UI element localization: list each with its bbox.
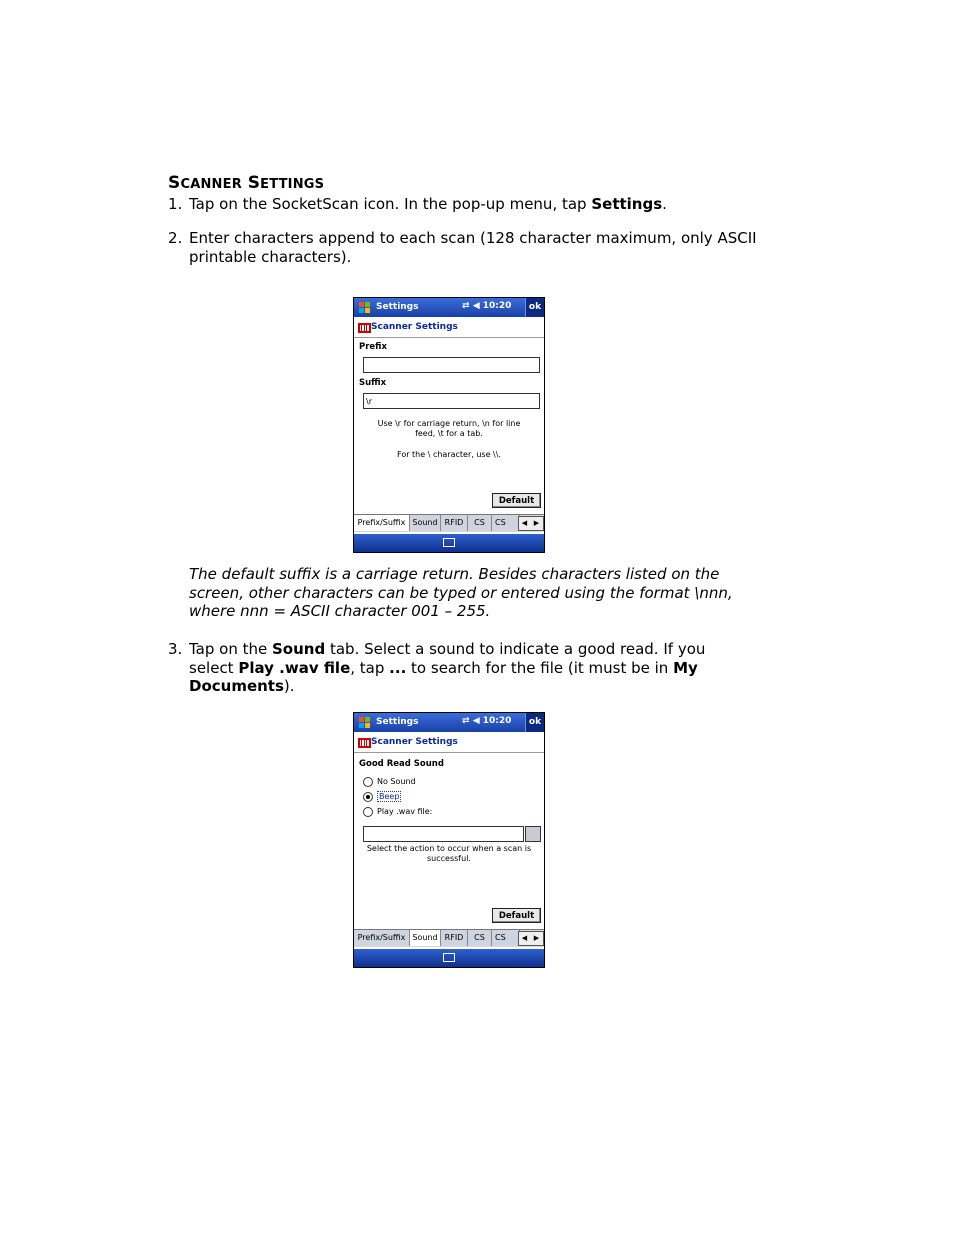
keyboard-icon[interactable] — [443, 953, 455, 962]
window-title: Settings — [376, 302, 419, 312]
right-arrow-icon[interactable]: ▶ — [533, 934, 540, 942]
tab-strip — [354, 929, 544, 947]
radio-beep[interactable]: Beep — [363, 791, 401, 803]
tab-sound[interactable]: Sound — [410, 515, 441, 531]
speaker-icon[interactable]: ◀ — [472, 301, 480, 311]
tab-cs-hw[interactable]: CS — [492, 930, 520, 946]
windows-start-icon[interactable] — [358, 301, 371, 314]
prefix-label: Prefix — [359, 342, 387, 352]
windows-start-icon[interactable] — [358, 716, 371, 729]
tab-strip — [354, 514, 544, 532]
step-number: 3. — [168, 640, 183, 658]
browse-button[interactable] — [525, 826, 541, 842]
clock[interactable]: 10:20 — [482, 301, 512, 311]
suffix-input[interactable]: \r — [363, 393, 540, 409]
suffix-label: Suffix — [359, 378, 387, 388]
wav-file-input[interactable] — [363, 826, 524, 842]
default-button[interactable]: Default — [492, 493, 541, 508]
radio-play-wav[interactable]: Play .wav file: — [363, 806, 432, 818]
tab-cs[interactable]: CS — [468, 930, 492, 946]
step-number: 1. — [168, 195, 183, 213]
title-bar — [354, 713, 544, 732]
step-2-text: Enter characters append to each scan (128 character maximum, only ASCII printable characters). — [189, 229, 757, 266]
step-1-text: Tap on the SocketScan icon. In the pop-up menu, tap Settings. — [189, 195, 667, 213]
radio-button[interactable] — [363, 777, 373, 787]
clock[interactable]: 10:20 — [482, 716, 512, 726]
keyboard-icon[interactable] — [443, 538, 455, 547]
screenshot-prefix-suffix — [353, 297, 545, 553]
good-read-sound-label: Good Read Sound — [359, 759, 444, 769]
tab-scroll — [518, 931, 544, 946]
scanner-logo-icon — [358, 323, 371, 333]
app-title: Scanner Settings — [371, 737, 458, 747]
tab-sound[interactable]: Sound — [410, 930, 441, 946]
section-heading: SCANNER SETTINGS — [168, 173, 325, 193]
app-header — [354, 733, 544, 753]
right-arrow-icon[interactable]: ▶ — [533, 519, 540, 527]
app-title: Scanner Settings — [371, 322, 458, 332]
tab-prefix-suffix[interactable]: Prefix/Suffix — [354, 515, 410, 531]
app-header — [354, 318, 544, 338]
help-text: Use \r for carriage return, \n for line feed, \t for a tab. — [377, 419, 521, 438]
left-arrow-icon[interactable]: ◀ — [521, 519, 528, 527]
title-bar — [354, 298, 544, 317]
radio-button[interactable] — [363, 807, 373, 817]
status-area — [462, 716, 511, 726]
tab-cs[interactable]: CS — [468, 515, 492, 531]
connectivity-icon[interactable]: ⇄ — [462, 301, 470, 311]
tab-rfid[interactable]: RFID — [441, 930, 468, 946]
tab-prefix-suffix[interactable]: Prefix/Suffix — [354, 930, 410, 946]
menu-bar — [354, 949, 544, 967]
connectivity-icon[interactable]: ⇄ — [462, 716, 470, 726]
radio-no-sound[interactable]: No Sound — [363, 776, 416, 788]
radio-button-selected[interactable] — [363, 792, 373, 802]
tab-cs-hw[interactable]: CS — [492, 515, 520, 531]
tab-scroll — [518, 516, 544, 531]
step-number: 2. — [168, 229, 183, 247]
tab-rfid[interactable]: RFID — [441, 515, 468, 531]
speaker-icon[interactable]: ◀ — [472, 716, 480, 726]
scanner-logo-icon — [358, 738, 371, 748]
step-3-text: Tap on the Sound tab. Select a sound to indicate a good read. If you select Play .wav file, tap ... to search for the file (it must be in My Documents). — [189, 640, 706, 695]
help-text: Select the action to occur when a scan is successful. — [366, 844, 532, 863]
ok-button[interactable]: ok — [525, 713, 544, 732]
default-button[interactable]: Default — [492, 908, 541, 923]
screenshot-sound — [353, 712, 545, 968]
default-suffix-note: The default suffix is a carriage return. Besides characters listed on the screen, other characters can be typed or entered using the format \nnn, where nnn = ASCII character 001 – 255. — [189, 565, 733, 620]
left-arrow-icon[interactable]: ◀ — [521, 934, 528, 942]
prefix-input[interactable] — [363, 357, 540, 373]
window-title: Settings — [376, 717, 419, 727]
status-area — [462, 301, 511, 311]
ok-button[interactable]: ok — [525, 298, 544, 317]
menu-bar — [354, 534, 544, 552]
help-text-backslash: For the \ character, use \\. — [397, 450, 501, 459]
